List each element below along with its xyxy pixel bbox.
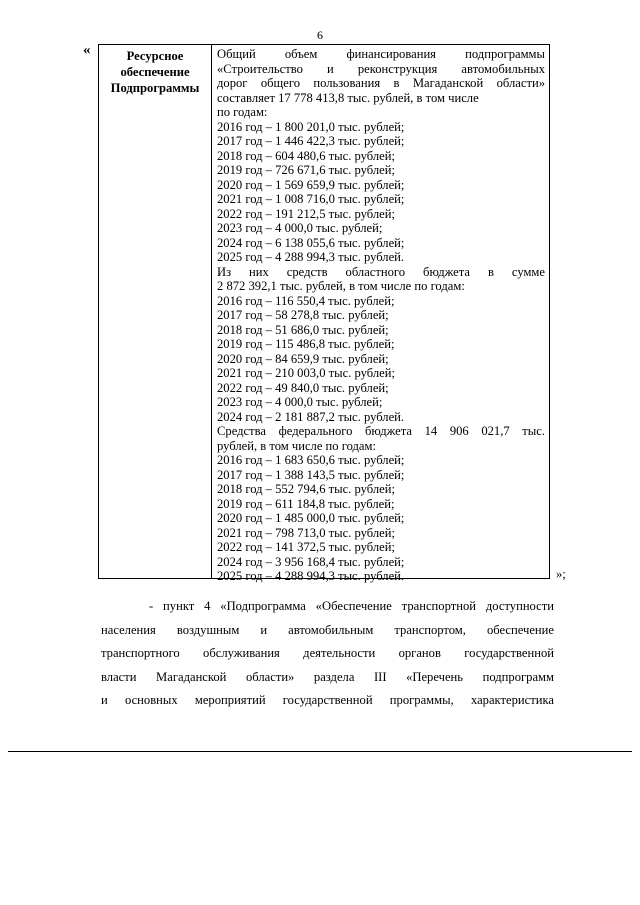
total-year-line: 2024 год – 6 138 055,6 тыс. рублей; [217,235,405,250]
federal-year-line: 2017 год – 1 388 143,5 тыс. рублей; [217,467,405,482]
federal-year-line: 2024 год – 3 956 168,4 тыс. рублей; [217,554,405,569]
regional-year-line: 2018 год – 51 686,0 тыс. рублей; [217,322,389,337]
regional-year-line: 2024 год – 2 181 887,2 тыс. рублей. [217,409,405,424]
regional-intro-line: Из них средств областного бюджета в сумме [217,264,545,279]
total-year-line: 2018 год – 604 480,6 тыс. рублей; [217,148,395,163]
federal-year-line: 2022 год – 141 372,5 тыс. рублей; [217,540,395,554]
paragraph-line: и основных мероприятий государственной программы, характеристика [101,693,554,707]
regional-year-line: 2021 год – 210 003,0 тыс. рублей; [217,366,395,380]
paragraph-line: транспортного обслуживания деятельности органов государственной [101,646,554,660]
federal-year-line: 2025 год – 4 288 994,3 тыс. рублей. [217,569,405,583]
federal-year-line: 2018 год – 552 794,6 тыс. рублей; [217,482,395,496]
federal-intro-line: Средства федерального бюджета 14 906 021,7 тыс. [217,424,545,438]
regional-year-line: 2017 год – 58 278,8 тыс. рублей; [217,308,389,322]
intro-line: дорог общего пользования в Магаданской области» [217,76,545,90]
total-year-line: 2020 год – 1 569 659,9 тыс. рублей; [217,177,405,192]
federal-year-line: 2020 год – 1 485 000,0 тыс. рублей; [217,511,405,525]
closing-quote: »; [556,567,566,581]
left-cell-line: Подпрограммы [110,81,200,95]
regional-year-line: 2022 год – 49 840,0 тыс. рублей; [217,380,389,395]
regional-year-line: 2019 год – 115 486,8 тыс. рублей; [217,337,395,351]
paragraph-line: власти Магаданской области» раздела III «Перечень подпрограмм [101,669,554,684]
left-cell-line: обеспечение [120,65,190,79]
table-left-cell [99,45,212,578]
table-right-cell [212,45,549,583]
bottom-divider [8,751,632,752]
federal-year-line: 2016 год – 1 683 650,6 тыс. рублей; [217,453,405,467]
intro-line: составляет 17 778 413,8 тыс. рублей, в том числе [217,90,479,105]
resource-table [98,44,550,583]
total-year-line: 2021 год – 1 008 716,0 тыс. рублей; [217,192,405,206]
federal-intro-line: рублей, в том числе по годам: [217,438,376,453]
paragraph-line: населения воздушным и автомобильным транспортом, обеспечение [101,622,554,637]
federal-year-line: 2021 год – 798 713,0 тыс. рублей; [217,525,395,540]
body-paragraph [101,595,554,713]
opening-quote: « [83,42,91,58]
intro-line: по годам: [217,105,268,119]
total-year-line: 2019 год – 726 671,6 тыс. рублей; [217,163,395,177]
regional-year-line: 2020 год – 84 659,9 тыс. рублей; [217,351,389,366]
intro-line: «Строительство и реконструкция автомобильных [217,61,545,76]
page-number: 6 [317,28,323,42]
paragraph-line: - пункт 4 «Подпрограмма «Обеспечение транспортной доступности [149,599,554,613]
regional-year-line: 2016 год – 116 550,4 тыс. рублей; [217,293,395,308]
intro-line: Общий объем финансирования подпрограммы [217,47,545,61]
total-year-line: 2016 год – 1 800 201,0 тыс. рублей; [217,119,405,134]
total-year-line: 2025 год – 4 288 994,3 тыс. рублей. [217,250,405,264]
regional-intro-line: 2 872 392,1 тыс. рублей, в том числе по годам: [217,279,465,293]
regional-year-line: 2023 год – 4 000,0 тыс. рублей; [217,395,383,409]
total-year-line: 2017 год – 1 446 422,3 тыс. рублей; [217,134,405,148]
left-cell-line: Ресурсное [126,49,184,63]
total-year-line: 2023 год – 4 000,0 тыс. рублей; [217,221,383,235]
federal-year-line: 2019 год – 611 184,8 тыс. рублей; [217,496,395,511]
total-year-line: 2022 год – 191 212,5 тыс. рублей; [217,206,395,221]
